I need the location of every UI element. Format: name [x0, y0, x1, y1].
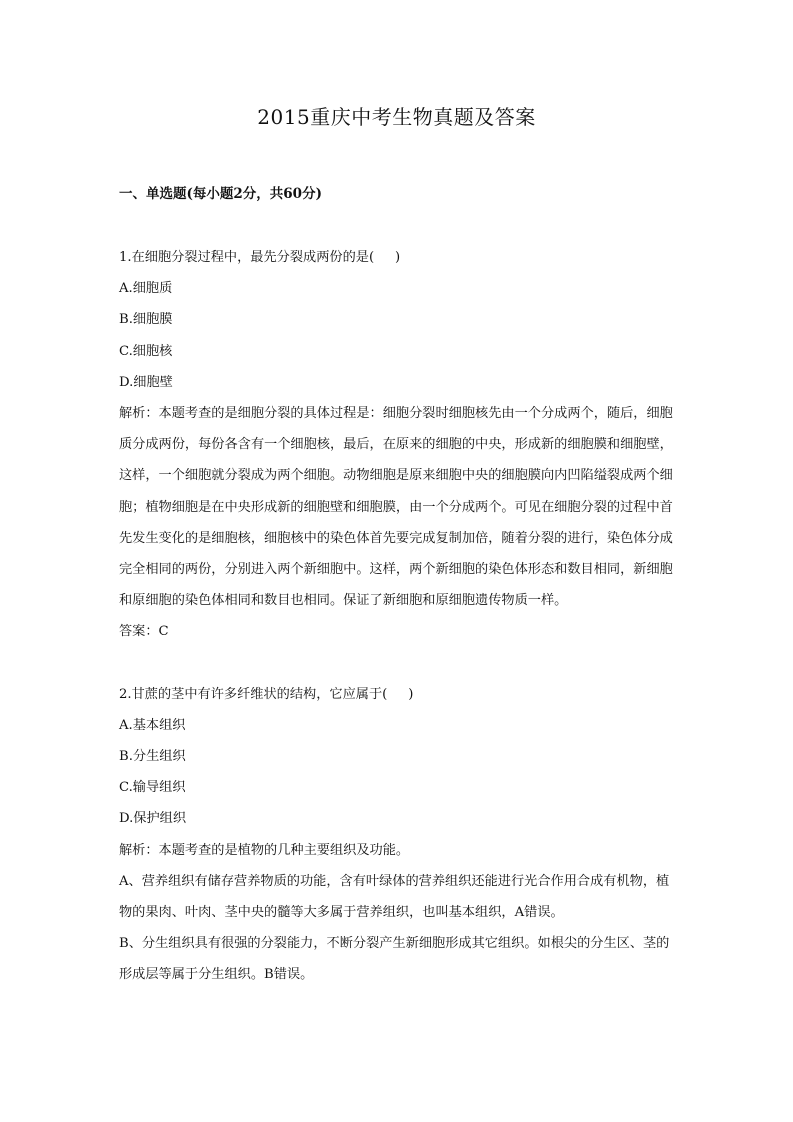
analysis-paragraph: B、分生组织具有很强的分裂能力，不断分裂产生新细胞形成其它组织。如根尖的分生区、茎的形成层等属于分生组织。B错误。 — [119, 936, 670, 983]
analysis-paragraph: 解析：本题考查的是细胞分裂的具体过程是：细胞分裂时细胞核先由一个分成两个，随后，细胞质分成两份，每份各含有一个细胞核，最后，在原来的细胞的中央，形成新的细胞膜和细胞壁，这样，一个细胞就分裂成为两个细胞。动物细胞是原来细胞中央的细胞膜向内凹陷缢裂成两个细胞；植物细胞是在中央形成新的细胞壁和细胞膜，由一个分成两个。可见在细胞分裂的过程中首先发生变化的是细胞核，细胞核中的染色体首先要完成复制加倍，随着分裂的进行，染色体分成完全相同的两份，分别进入两个新细胞中。这样，两个新细胞的染色体形态和数目相同，新细胞和原细胞的染色体相同和数目也相同。保证了新细胞和原细胞遗传物质一样。 — [119, 406, 673, 609]
option-c: C.输导组织 — [119, 780, 186, 796]
question-stem: 1.在细胞分裂过程中，最先分裂成两份的是( ) — [119, 250, 401, 265]
option-c: C.细胞核 — [119, 343, 173, 359]
option-a: A.基本组织 — [119, 717, 186, 733]
answer-line: 答案：C — [119, 624, 169, 640]
question-1 — [119, 242, 679, 648]
questions-container — [119, 242, 679, 1022]
section-heading: 一、单选题(每小题2分，共60分) — [119, 186, 322, 202]
option-d: D.细胞壁 — [119, 374, 173, 390]
document-title: 2015重庆中考生物真题及答案 — [257, 105, 536, 129]
option-b: B.细胞膜 — [119, 312, 173, 328]
analysis-paragraph: A、营养组织有储存营养物质的功能，含有叶绿体的营养组织还能进行光合作用合成有机物，植物的果肉、叶肉、茎中央的髓等大多属于营养组织，也叫基本组织，A错误。 — [119, 873, 670, 921]
option-b: B.分生组织 — [119, 749, 186, 765]
question-2 — [119, 679, 679, 991]
analysis-paragraph: 解析：本题考查的是植物的几种主要组织及功能。 — [119, 842, 410, 858]
option-d: D.保护组织 — [119, 811, 187, 827]
question-stem: 2.甘蔗的茎中有许多纤维状的结构，它应属于( ) — [119, 686, 414, 702]
option-a: A.细胞质 — [119, 281, 173, 297]
